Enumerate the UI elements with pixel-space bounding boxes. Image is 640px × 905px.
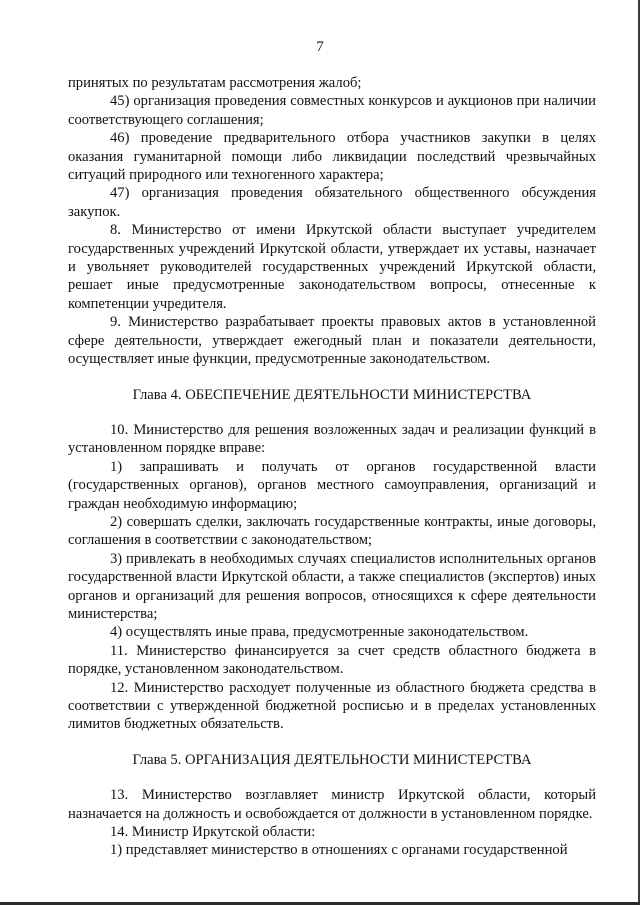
paragraph-right-2: 2) совершать сделки, заключать государственные контракты, иные договоры, соглашения в соответствии с законодательством; xyxy=(68,513,596,549)
paragraph-section-12: 12. Министерство расходует полученные из областного бюджета средства в соответствии с утвержденной бюджетной росписью и в пределах установленных лимитов бюджетных обязательств. xyxy=(68,679,596,733)
paragraph-minister-duty-1: 1) представляет министерство в отношениях с органами государственной xyxy=(110,842,568,859)
paragraph-section-9: 9. Министерство разрабатывает проекты правовых актов в установленной сфере деятельности, утверждает ежегодный план и показатели деятельности, осуществляет иные функции, предусмотренные законодательством. xyxy=(68,314,596,368)
paragraph-right-4: 4) осуществлять иные права, предусмотренные законодательством. xyxy=(110,624,529,641)
paragraph-item-47: 47) организация проведения обязательного общественного обсуждения закупок. xyxy=(68,185,596,220)
paragraph-item-45: 45) организация проведения совместных конкурсов и аукционов при наличии соответствующего соглашения; xyxy=(68,93,596,128)
paragraph-section-10: 10. Министерство для решения возложенных задач и реализации функций в установленном порядке вправе: xyxy=(68,421,596,457)
paragraph-continuation: принятых по результатам рассмотрения жалоб; xyxy=(68,75,362,91)
chapter-4-heading: Глава 4. ОБЕСПЕЧЕНИЕ ДЕЯТЕЛЬНОСТИ МИНИСТЕРСТВА xyxy=(132,386,532,403)
paragraph-right-3: 3) привлекать в необходимых случаях специалистов исполнительных органов государственной власти Иркутской области, а также специалистов (экспертов) иных органов и организаций для решения вопросов, относящихся к сфере деятельности министерства; xyxy=(68,550,596,622)
paragraph-right-1: 1) запрашивать и получать от органов государственной власти (государственных органов), органов местного самоуправления, организаций и граждан необходимую информацию; xyxy=(68,458,596,512)
chapter-5-heading: Глава 5. ОРГАНИЗАЦИЯ ДЕЯТЕЛЬНОСТИ МИНИСТЕРСТВА xyxy=(132,751,532,768)
paragraph-section-14: 14. Министр Иркутской области: xyxy=(110,824,316,841)
paragraph-section-13: 13. Министерство возглавляет министр Иркутской области, который назначается на должность и освобождается от должности в установленном порядке. xyxy=(68,787,596,822)
paragraph-section-11: 11. Министерство финансируется за счет средств областного бюджета в порядке, установленном законодательством. xyxy=(68,642,596,678)
paragraph-item-46: 46) проведение предварительного отбора участников закупки в целях оказания гуманитарной помощи либо ликвидации последствий чрезвычайных ситуаций природного или техногенного характера; xyxy=(68,130,596,184)
document-body xyxy=(68,74,596,860)
paragraph-section-8: 8. Министерство от имени Иркутской области выступает учредителем государственных учреждений Иркутской области, утверждает их уставы, назначает и увольняет руководителей государственных учреждений Иркутской области, решает иные предусмотренные законодательством вопросы, отнесенные к компетенции учредителя. xyxy=(68,222,596,312)
page-number: 7 xyxy=(316,39,324,55)
